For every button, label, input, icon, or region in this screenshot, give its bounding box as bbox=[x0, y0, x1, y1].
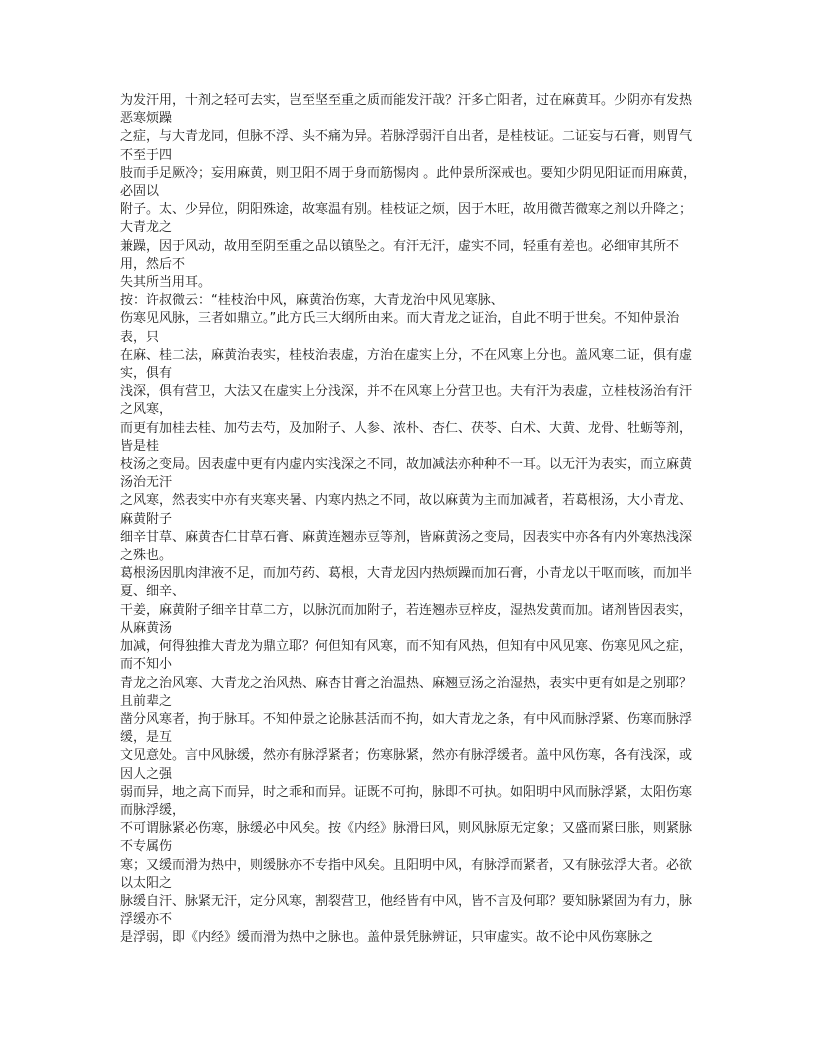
text-line: 文见意处。言中风脉缓，然亦有脉浮紧者；伤寒脉紧，然亦有脉浮缓者。盖中风伤寒，各有浅深，或因人之强 bbox=[120, 748, 693, 782]
text-line: 弱而异，地之高下而异，时之乖和而异。证既不可拘，脉即不可执。如阳明中风而脉浮紧，太阳伤寒而脉浮缓， bbox=[120, 784, 693, 818]
text-line: 伤寒见风脉，三者如鼎立。”此方氏三大纲所由来。而大青龙之证治，自此不明于世矣。不知仲景治表，只 bbox=[120, 311, 680, 345]
text-line: 之症，与大青龙同，但脉不浮、头不痛为异。若脉浮弱汗自出者，是桂枝证。二证妄与石膏，则胃气不至于四 bbox=[120, 129, 693, 163]
text-line: 青龙之治风寒、大青龙之治风热、麻杏甘膏之治温热、麻翘豆汤之治湿热，表实中更有如是之别耶？且前辈之 bbox=[120, 675, 693, 709]
text-line: 寒；又缓而滑为热中，则缓脉亦不专指中风矣。且阳明中风，有脉浮而紧者，又有脉弦浮大者。必欲以太阳之 bbox=[120, 857, 693, 891]
text-line: 肢而手足厥冷；妄用麻黄，则卫阳不周于身而筋惕肉 。此仲景所深戒也。要知少阴见阳证而用麻黄，必固以 bbox=[120, 165, 697, 200]
text-line: 不可谓脉紧必伤寒，脉缓必中风矣。按《内经》脉滑曰风，则风脉原无定象；又盛而紧曰胀，则紧脉不专属伤 bbox=[120, 821, 693, 855]
text-line: 兼躁，因于风动，故用至阴至重之品以镇坠之。有汗无汗，虚实不同，轻重有差也。必细审其所不用，然后不 bbox=[120, 238, 680, 272]
text-line: 葛根汤因肌肉津液不足，而加芍药、葛根，大青龙因内热烦躁而加石膏，小青龙以干呕而咳，而加半夏、细辛、 bbox=[120, 566, 693, 600]
text-line: 是浮弱，即《内经》缓而滑为热中之脉也。盖仲景凭脉辨证，只审虚实。故不论中风伤寒脉之 bbox=[120, 930, 654, 946]
text-line: 为发汗用，十剂之轻可去实，岂至坚至重之质而能发汗哉？汗多亡阳者，过在麻黄耳。少阴亦有发热恶寒烦躁 bbox=[120, 93, 693, 127]
text-line: 在麻、桂二法，麻黄治表实，桂枝治表虚，方治在虚实上分，不在风寒上分也。盖风寒二证，俱有虚实，俱有 bbox=[120, 347, 693, 382]
text-line: 浅深，俱有营卫，大法又在虚实上分浅深，并不在风寒上分营卫也。夫有汗为表虚，立桂枝汤治有汗之风寒， bbox=[120, 384, 693, 418]
text-line: 附子。太、少异位，阴阳殊途，故寒温有别。桂枝证之烦，因于木旺，故用微苦微寒之剂以升降之；大青龙之 bbox=[120, 202, 693, 236]
text-line: 失其所当用耳。 bbox=[120, 275, 212, 291]
body-text bbox=[120, 92, 700, 948]
text-line: 凿分风寒者，拘于脉耳。不知仲景之论脉甚活而不拘，如大青龙之条，有中风而脉浮紧、伤寒而脉浮缓，是互 bbox=[120, 711, 693, 746]
text-line: 干姜，麻黄附子细辛甘草二方，以脉沉而加附子，若连翘赤豆梓皮，湿热发黄而加。诸剂皆因表实，从麻黄汤 bbox=[120, 602, 693, 636]
text-line: 而更有加桂去桂、加芍去芍，及加附子、人参、浓朴、杏仁、茯苓、白术、大黄、龙骨、牡蛎等剂，皆是桂 bbox=[120, 420, 693, 454]
text-line: 按：许叔微云：“桂枝治中风，麻黄治伤寒，大青龙治中风见寒脉、 bbox=[120, 293, 504, 309]
text-line: 脉缓自汗、脉紧无汗，定分风寒，割裂营卫，他经皆有中风，皆不言及何耶？要知脉紧固为有力，脉浮缓亦不 bbox=[120, 893, 693, 928]
text-line: 之风寒，然表实中亦有夹寒夹暑、内寒内热之不同，故以麻黄为主而加减者，若葛根汤，大小青龙、麻黄附子 bbox=[120, 493, 693, 527]
text-line: 细辛甘草、麻黄杏仁甘草石膏、麻黄连翘赤豆等剂，皆麻黄汤之变局，因表实中亦各有内外寒热浅深之殊也。 bbox=[120, 529, 693, 564]
text-line: 加减，何得独推大青龙为鼎立耶？何但知有风寒，而不知有风热，但知有中风见寒、伤寒见风之症，而不知小 bbox=[120, 639, 693, 673]
text-line: 枝汤之变局。因表虚中更有内虚内实浅深之不同，故加减法亦种种不一耳。以无汗为表实，而立麻黄汤治无汗 bbox=[120, 457, 693, 491]
